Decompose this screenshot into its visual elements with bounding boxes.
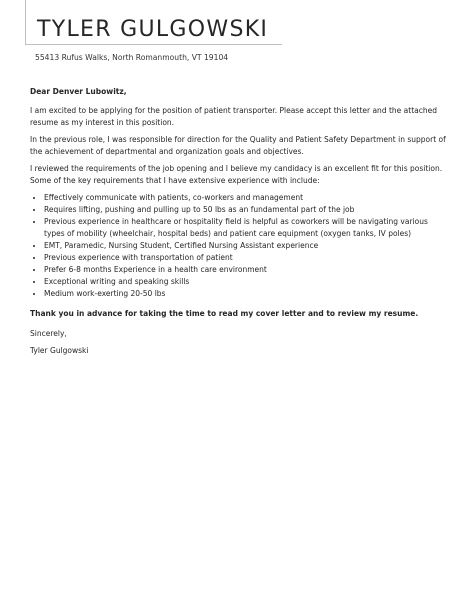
paragraph-requirements-intro: I reviewed the requirements of the job opening and I believe my candidacy is an excellent fit for this position. Some of the key requirements that I have extensive experience with include:: [30, 164, 443, 185]
letter-header: [0, 0, 474, 81]
name-box: [25, 0, 282, 45]
applicant-name: TYLER GULGOWSKI: [37, 17, 269, 42]
list-item: • EMT, Paramedic, Nursing Student, Certified Nursing Assistant experience: [44, 240, 450, 252]
list-item: • Previous experience in healthcare or hospitality field is helpful as coworkers will be navigating various types of mobility (wheelchair, hospital beds) and patient care equipment (oxygen tanks, IV poles): [44, 216, 450, 240]
paragraph-previous-role: In the previous role, I was responsible for direction for the Quality and Patient Safety Department in support of the achievement of departmental and organization goals and objectives.: [30, 135, 446, 156]
list-item: • Requires lifting, pushing and pulling up to 50 lbs as an fundamental part of the job: [44, 204, 450, 216]
closing: Sincerely,: [30, 329, 67, 338]
thank-you-line: Thank you in advance for taking the time to read my cover letter and to review my resume.: [30, 309, 419, 318]
list-item: • Previous experience with transportation of patient: [44, 252, 450, 264]
greeting: Dear Denver Lubowitz,: [30, 87, 127, 96]
paragraph-intro: I am excited to be applying for the position of patient transporter. Please accept this letter and the attached resume as my interest in this position.: [30, 106, 437, 127]
letter-body: [30, 86, 450, 362]
list-item: • Medium work-exerting 20-50 lbs: [44, 288, 450, 300]
list-item: • Exceptional writing and speaking skills: [44, 276, 450, 288]
requirements-list: [30, 192, 450, 300]
list-item: • Effectively communicate with patients, co-workers and management: [44, 192, 450, 204]
list-item: • Prefer 6-8 months Experience in a health care environment: [44, 264, 450, 276]
signature-name: Tyler Gulgowski: [30, 346, 89, 355]
applicant-address: 55413 Rufus Walks, North Romanmouth, VT 19104: [35, 53, 229, 62]
